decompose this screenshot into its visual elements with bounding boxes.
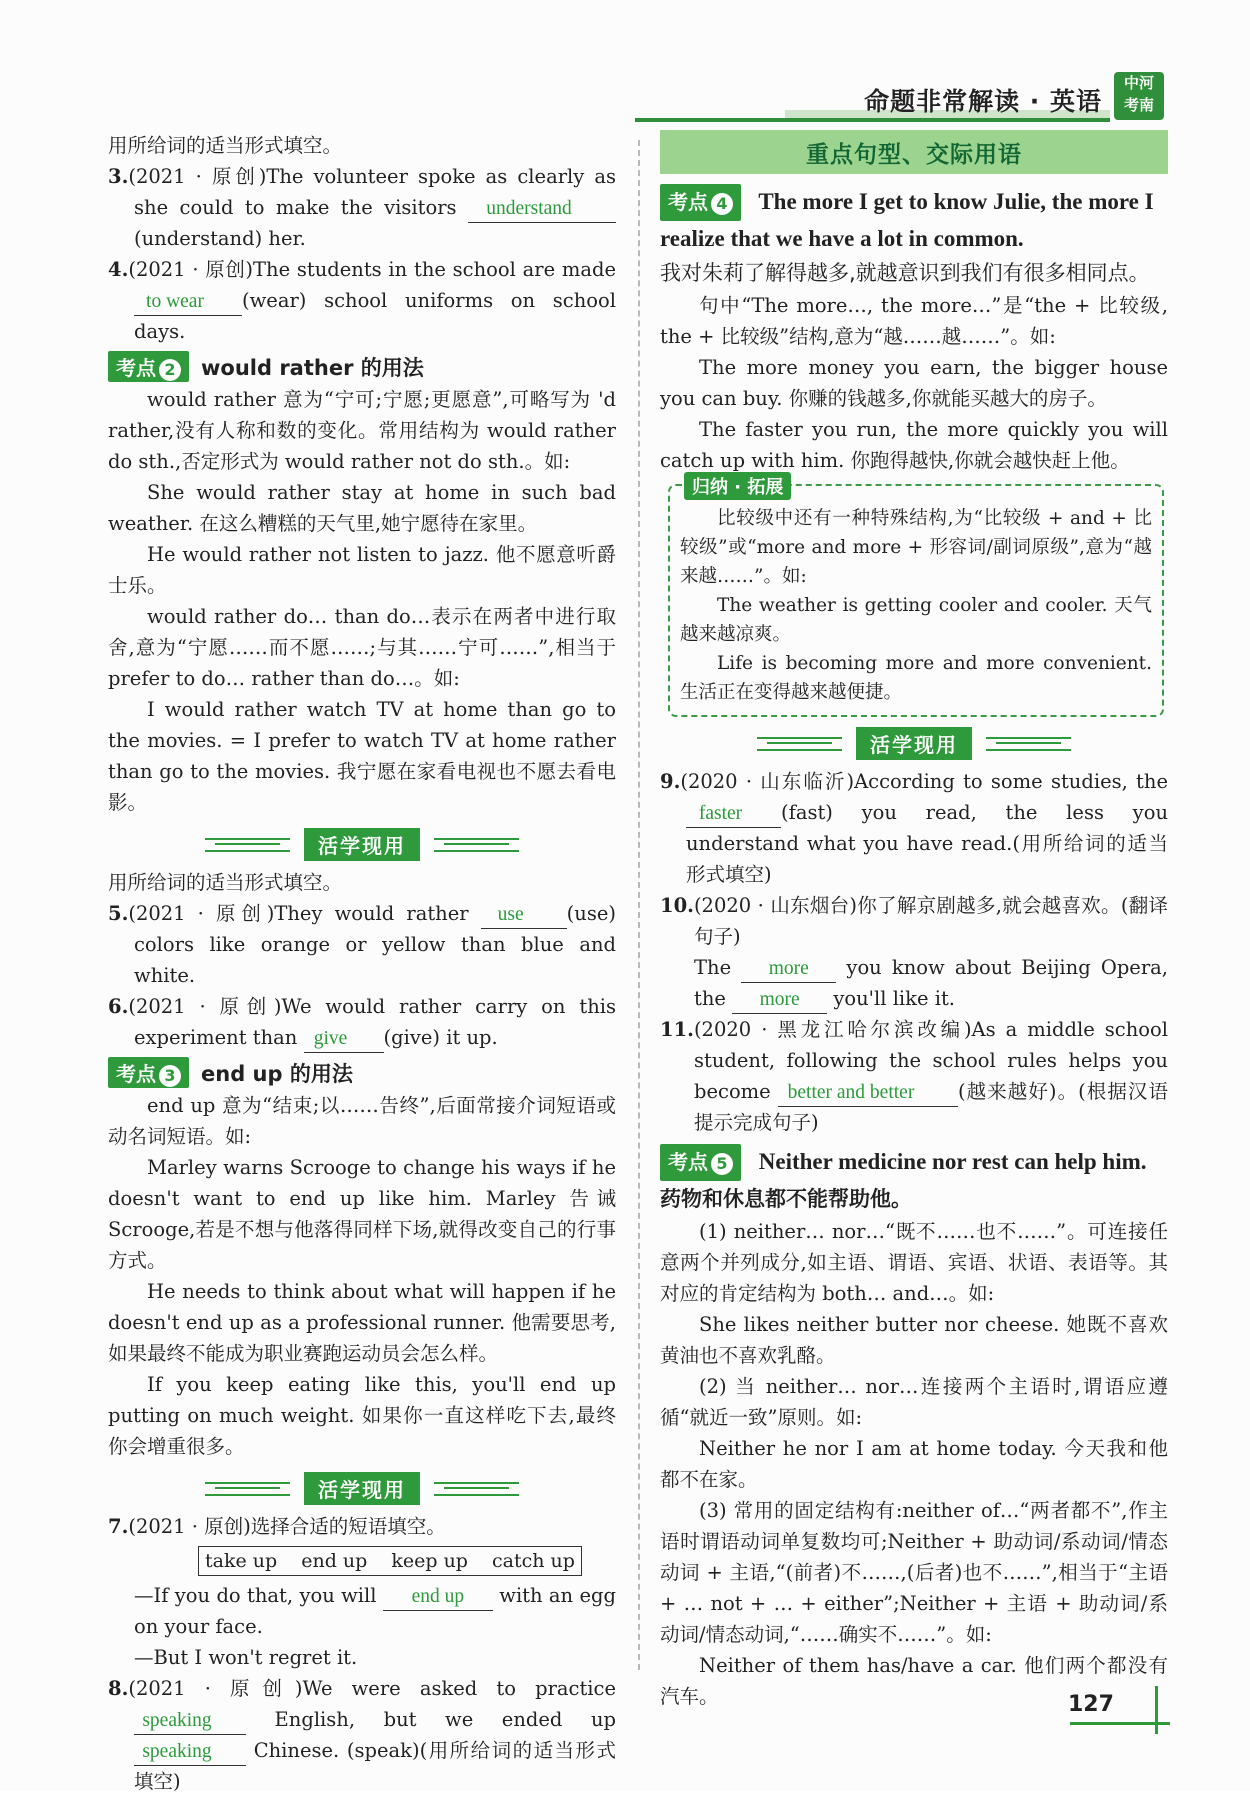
- question-9: [660, 766, 1168, 890]
- kaodian-4-heading: [660, 184, 1168, 256]
- question-6: [108, 991, 616, 1053]
- question-text: English, but we ended up: [274, 1708, 616, 1731]
- example: He would rather not listen to jazz. 他不愿意听爵士乐。: [108, 543, 616, 597]
- example: She likes neither butter nor cheese. 她既不喜欢黄油也不喜欢乳酪。: [660, 1313, 1168, 1367]
- section-banner: 重点句型、交际用语: [660, 130, 1168, 174]
- practice-label: 活学现用: [856, 727, 972, 760]
- question-number: 5.: [108, 902, 129, 925]
- question-text: (越来越好)。(根据汉语提示完成句子): [694, 1080, 1168, 1134]
- question-text: The: [694, 956, 732, 979]
- question-text: (understand) her.: [134, 227, 306, 250]
- paragraph: (1) neither… nor…“既不……也不……”。可连接任意两个并列成分,如主语、谓语、宾语、状语、表语等。其对应的肯定结构为 both… and…。如:: [660, 1220, 1168, 1305]
- phrase-option: catch up: [492, 1550, 575, 1572]
- page-header: [635, 70, 1170, 122]
- question-text: (2021 · 原创)We would rather carry on this experiment than: [128, 995, 616, 1049]
- dialogue-text: —If you do that, you will: [134, 1584, 377, 1607]
- question-10: [660, 890, 1168, 952]
- decor-lines: [757, 737, 842, 751]
- question-number: 9.: [660, 770, 681, 793]
- kaodian-tag: [108, 1057, 189, 1088]
- decor-lines: [986, 737, 1071, 751]
- question-text: (2021 · 原创)The students in the school are made: [128, 258, 616, 281]
- practice-heading: [660, 727, 1168, 760]
- question-text: (2020 · 黑龙江哈尔滨改编)As a middle school student, following the school rules helps you become: [693, 1018, 1168, 1103]
- paragraph: (2) 当 neither… nor…连接两个主语时,谓语应遵循“就近一致”原则。如:: [660, 1375, 1168, 1429]
- question-text: (give) it up.: [383, 1026, 498, 1049]
- question-number: 4.: [108, 258, 129, 281]
- summary-example: Life is becoming more and more convenient. 生活正在变得越来越便捷。: [680, 653, 1152, 703]
- answer-blank[interactable]: end up: [383, 1584, 493, 1611]
- paragraph: end up 意为“结束;以……告终”,后面常接介词短语或动名词短语。如:: [108, 1094, 616, 1148]
- question-4: [108, 254, 616, 347]
- decor-lines: [205, 838, 290, 852]
- question-number: 10.: [660, 894, 694, 917]
- example: Marley warns Scrooge to change his ways if he doesn't want to end up like him. Marley 告诫 Scrooge,若是不想与他落得同样下场,就得改变自己的行事方式。: [108, 1156, 616, 1272]
- example: I would rather watch TV at home than go to the movies. = I prefer to watch TV at home rather than go to the movies. 我宁愿在家看电视也不愿去看电影。: [108, 698, 616, 814]
- header-badge-line1: 中河: [1123, 74, 1154, 92]
- question-7: [108, 1511, 616, 1542]
- kaodian-title: Neither medicine nor rest can help him.: [758, 1149, 1147, 1174]
- kaodian-title: The more I get to know Julie, the more I realize that we have a lot in common.: [660, 189, 1154, 251]
- question-text: (fast) you read, the less you understand what you have read.(用所给词的适当形式填空): [686, 801, 1168, 886]
- example: The faster you run, the more quickly you will catch up with him. 你跑得越快,你就会越快赶上他。: [660, 418, 1168, 472]
- kaodian-title: end up 的用法: [201, 1061, 353, 1086]
- paragraph: would rather do… than do…表示在两者中进行取舍,意为“宁愿……而不愿……;与其……宁可……”,相当于 prefer to do… rather than do…。如:: [108, 605, 616, 690]
- paragraph: would rather 意为“宁可;宁愿;更愿意”,可略写为 'd rather,没有人称和数的变化。常用结构为 would rather do sth.,否定形式为 would rather not do sth.。如:: [108, 388, 616, 473]
- phrase-option: take up: [205, 1550, 278, 1572]
- left-column: [108, 130, 616, 1797]
- instruction: 用所给词的适当形式填空。: [108, 871, 343, 894]
- phrase-options-box: [198, 1546, 582, 1576]
- question-10-answer-line: [660, 952, 1168, 1014]
- question-text: (2020 · 山东临沂)According to some studies, the: [680, 770, 1168, 793]
- answer-blank[interactable]: faster: [686, 801, 781, 828]
- question-text: Chinese. (speak)(用所给词的适当形式填空): [134, 1739, 616, 1793]
- kaodian-3-heading: [108, 1057, 616, 1088]
- kaodian-label: 考点: [116, 1062, 156, 1086]
- answer-blank[interactable]: speaking: [134, 1708, 246, 1735]
- right-column: [660, 130, 1168, 1712]
- question-text: (2021 · 原创)The volunteer spoke as clearly as she could to make the visitors: [128, 165, 616, 219]
- question-text: (2020 · 山东烟台)你了解京剧越多,就会越喜欢。(翻译句子): [693, 894, 1168, 948]
- practice-label: 活学现用: [304, 828, 420, 861]
- decor-lines: [434, 838, 519, 852]
- dialogue-line: —But I won't regret it.: [134, 1646, 358, 1669]
- summary-box: [668, 477, 1164, 717]
- dialogue-text: with an egg on your face.: [134, 1584, 616, 1638]
- question-5: [108, 898, 616, 991]
- decor-lines: [205, 1482, 290, 1496]
- question-number: 3.: [108, 165, 129, 188]
- phrase-option: end up: [301, 1550, 368, 1572]
- example: She would rather stay at home in such bad weather. 在这么糟糕的天气里,她宁愿待在家里。: [108, 481, 616, 535]
- question-text: (2021 · 原创)选择合适的短语填空。: [128, 1515, 446, 1538]
- question-8: [108, 1673, 616, 1797]
- question-number: 11.: [660, 1018, 694, 1041]
- kaodian-label: 考点: [668, 190, 708, 214]
- kaodian-title-cn: 药物和休息都不能帮助他。: [660, 1187, 912, 1211]
- paragraph: (3) 常用的固定结构有:neither of…“两者都不”,作主语时谓语动词单复数均可;Neither + 助动词/系动词/情态动词 + 主语,“(前者)不……,(后者)也不……”,相当于“主语 + … not + … + either”;Neither + 主语 + 助动词/系动词/情态动词,“……确实不……”。如:: [660, 1499, 1168, 1646]
- summary-tag: 归纳 · 拓展: [684, 472, 791, 500]
- question-number: 8.: [108, 1677, 129, 1700]
- question-number: 6.: [108, 995, 129, 1018]
- header-badge: [1114, 72, 1164, 120]
- kaodian-number: 4: [711, 193, 733, 215]
- question-11: [660, 1014, 1168, 1138]
- question-text: (wear) school uniforms on school days.: [134, 289, 616, 343]
- example: He needs to think about what will happen if he doesn't end up as a professional runner. 他需要思考,如果最终不能成为职业赛跑运动员会怎么样。: [108, 1280, 616, 1365]
- question-number: 7.: [108, 1515, 129, 1538]
- answer-blank[interactable]: more: [741, 956, 836, 983]
- kaodian-title: would rather 的用法: [201, 355, 424, 380]
- question-3: [108, 161, 616, 254]
- summary-example: The weather is getting cooler and cooler. 天气越来越凉爽。: [680, 595, 1152, 645]
- practice-label: 活学现用: [304, 1472, 420, 1505]
- instruction: 用所给词的适当形式填空。: [108, 134, 343, 157]
- answer-blank[interactable]: give: [304, 1026, 384, 1053]
- practice-heading: [108, 828, 616, 861]
- answer-blank[interactable]: better and better: [778, 1080, 958, 1107]
- example: Neither he nor I am at home today. 今天我和他都不在家。: [660, 1437, 1168, 1491]
- kaodian-5-heading: [660, 1144, 1168, 1216]
- answer-blank[interactable]: more: [732, 987, 827, 1014]
- kaodian-label: 考点: [116, 356, 156, 380]
- header-badge-line2: 考南: [1123, 96, 1154, 114]
- kaodian-tag: [660, 1144, 741, 1181]
- question-text: (2021 · 原创)They would rather: [128, 902, 469, 925]
- paragraph: 句中“The more…, the more…”是“the + 比较级, the + 比较级”结构,意为“越……越……”。如:: [660, 294, 1168, 348]
- practice-heading: [108, 1472, 616, 1505]
- answer-blank[interactable]: speaking: [134, 1739, 246, 1766]
- kaodian-tag: [108, 351, 189, 382]
- question-text: you'll like it.: [833, 987, 955, 1010]
- kaodian-label: 考点: [668, 1150, 708, 1174]
- phrase-option: keep up: [391, 1550, 468, 1572]
- kaodian-2-heading: [108, 351, 616, 382]
- phrase-box-row: [108, 1546, 616, 1576]
- kaodian-tag: [660, 184, 741, 221]
- decor-lines: [434, 1482, 519, 1496]
- example: Neither of them has/have a car. 他们两个都没有汽车。: [660, 1654, 1168, 1708]
- example: If you keep eating like this, you'll end up putting on much weight. 如果你一直这样吃下去,最终你会增重很多。: [108, 1373, 616, 1458]
- page-number-vrule: [1155, 1686, 1158, 1734]
- answer-blank[interactable]: to wear: [134, 289, 242, 316]
- kaodian-number: 5: [711, 1153, 733, 1175]
- kaodian-translation: 我对朱莉了解得越多,就越意识到我们有很多相同点。: [660, 261, 1150, 285]
- page-number: 127: [1068, 1692, 1114, 1717]
- question-text: (2021 · 原创)We were asked to practice: [128, 1677, 616, 1700]
- answer-blank[interactable]: understand: [468, 196, 616, 223]
- kaodian-number: 2: [159, 359, 181, 381]
- summary-paragraph: 比较级中还有一种特殊结构,为“比较级 + and + 比较级”或“more and more + 形容词/副词原级”,意为“越来越……”。如:: [680, 508, 1152, 587]
- header-rule: [635, 118, 1110, 122]
- dialogue-line: [108, 1580, 616, 1642]
- kaodian-number: 3: [159, 1065, 181, 1087]
- example: The more money you earn, the bigger house you can buy. 你赚的钱越多,你就能买越大的房子。: [660, 356, 1168, 410]
- column-divider: [638, 140, 640, 1670]
- question-text: you know about Beijing Opera, the: [694, 956, 1168, 1010]
- question-text: (use) colors like orange or yellow than blue and white.: [134, 902, 616, 987]
- answer-blank[interactable]: use: [481, 902, 567, 929]
- header-title: 命题非常解读 · 英语: [864, 87, 1102, 116]
